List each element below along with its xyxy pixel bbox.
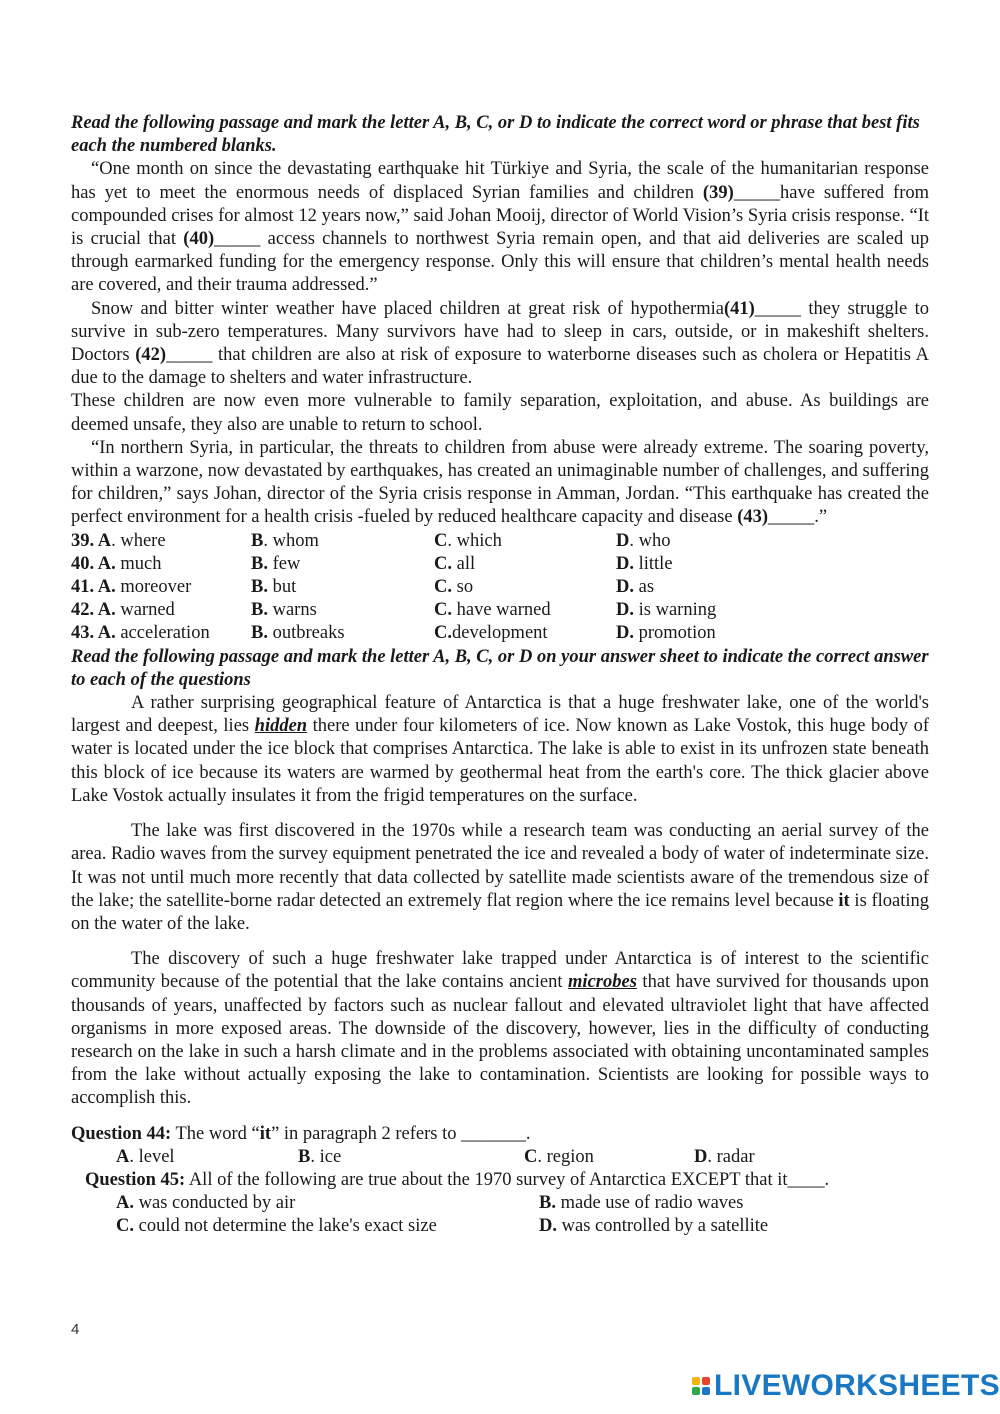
underlined-word-hidden: hidden: [254, 716, 308, 737]
blank-42: _____ that children are also at risk of exposure to waterborne diseases such as cholera or Hepatitis A due to the damage to shelters and water infrastructure.: [71, 345, 929, 389]
passage2-paragraph2: The lake was first discovered in the 1970s while a research team was conducting an aerial survey of the area. Radio waves from the survey equipment penetrated the ice and revealed a body of water of indeterminate size. It was not until much more recently that data collected by satellite made scientists aware of the tremendous size of the lake; the satellite-borne radar detected an extremely flat region where the ice remains level because it is floating on the water of the lake.: [71, 821, 929, 934]
worksheet-page: [71, 112, 929, 1239]
option-c[interactable]: C. all: [434, 553, 476, 574]
option-c[interactable]: C. which: [434, 530, 502, 551]
question-42-options: [71, 599, 929, 622]
blank-41-number: (41): [723, 298, 755, 319]
question-44-options: [71, 1146, 929, 1169]
blank-41: _____ they struggle to survive in sub-zero temperatures. Many survivors have had to sleep in cars, outside, or in makeshift shelters. Doctors: [71, 298, 930, 366]
blank-43-number: (43): [737, 507, 769, 528]
blank-39-number: (39): [702, 182, 734, 203]
question-43-options: [71, 622, 929, 645]
option-d[interactable]: D. radar: [694, 1146, 755, 1167]
passage2-paragraph3: The discovery of such a huge freshwater lake trapped under Antarctica is of interest to the scientific community because of the potential that the lake contains ancient microbes that have survived for thousands upon thousands of years, unaffected by factors such as nuclear fallout and elevated ultraviolet light that have affected organisms in more exposed areas. The downside of the discovery, however, lies in the difficulty of conducting research on the lake in such a harsh climate and in the problems associated with obtaining uncontaminated samples from the lake without actually exposing the lake to contamination. Scientists are looking for possible ways to accomplish this.: [71, 949, 930, 1109]
liveworksheets-logo[interactable]: [692, 1369, 1000, 1402]
option-b[interactable]: B. few: [251, 553, 301, 574]
passage2-paragraph1: A rather surprising geographical feature of Antarctica is that a huge freshwater lake, one of the world's largest and deepest, lies hidden there under four kilometers of ice. Now known as Lake Vostok, this huge body of water is located under the ice block that comprises Antarctica. The lake is able to exist in its unfrozen state beneath this block of ice because its waters are warmed by geothermal heat from the earth's core. The thick glacier above Lake Vostok actually insulates it from the frigid temperatures on the surface.: [71, 693, 929, 806]
question-41-options: [71, 576, 929, 599]
logo-square-red: [702, 1377, 710, 1385]
option-a[interactable]: 40. A. much: [71, 553, 162, 574]
section1-instruction: Read the following passage and mark the letter A, B, C, or D to indicate the correct word or phrase that best fits each the numbered blanks.: [71, 113, 920, 157]
logo-square-green: [692, 1387, 700, 1395]
option-d[interactable]: D. who: [616, 530, 671, 551]
question-45-stem: Question 45: All of the following are true about the 1970 survey of Antarctica EXCEPT that it____.: [85, 1169, 830, 1190]
page-number: 4: [71, 1321, 80, 1338]
logo-square-yellow: [692, 1377, 700, 1385]
logo-square-blue: [702, 1387, 710, 1395]
option-c[interactable]: C. have warned: [434, 600, 551, 621]
option-a[interactable]: 41. A. moreover: [71, 577, 192, 598]
option-a[interactable]: 42. A. warned: [71, 600, 175, 621]
bold-word-it: it: [838, 890, 850, 911]
underlined-word-microbes: microbes: [568, 972, 637, 993]
option-b[interactable]: B. outbreaks: [251, 623, 345, 644]
option-d[interactable]: D. is warning: [616, 600, 717, 621]
option-c[interactable]: C. so: [434, 577, 474, 598]
question-45-options-row1: [71, 1192, 929, 1215]
option-d[interactable]: D. little: [616, 553, 673, 574]
option-c[interactable]: C. region: [524, 1146, 594, 1167]
option-a[interactable]: 39. A. where: [71, 530, 166, 551]
option-c[interactable]: C. could not determine the lake's exact size: [116, 1216, 437, 1237]
question-39-options: [71, 530, 929, 553]
blank-42-number: (42): [135, 345, 167, 366]
option-b[interactable]: B. whom: [251, 530, 319, 551]
option-d[interactable]: D. was controlled by a satellite: [539, 1216, 769, 1237]
blank-39: _____have suffered from compounded crises for almost 12 years now,” said Johan Mooij, director of World Vision’s Syria crisis response. “It is crucial that: [71, 182, 930, 250]
option-d[interactable]: D. promotion: [616, 623, 716, 644]
logo-icon: [692, 1377, 710, 1395]
logo-text: LIVEWORKSHEETS: [714, 1369, 1000, 1402]
option-a[interactable]: A. was conducted by air: [116, 1193, 296, 1214]
question-45-options-row2: [71, 1215, 929, 1238]
option-b[interactable]: B. ice: [298, 1146, 342, 1167]
question-44-stem: Question 44: The word “it” in paragraph 2 refers to _______.: [71, 1123, 531, 1144]
option-b[interactable]: B. made use of radio waves: [539, 1193, 744, 1214]
section2-instruction: Read the following passage and mark the letter A, B, C, or D on your answer sheet to indicate the correct answer to each of the questions: [71, 646, 929, 690]
blank-40-number: (40): [183, 229, 215, 250]
option-c[interactable]: C.development: [434, 623, 548, 644]
question-40-options: [71, 553, 929, 576]
blank-40: _____ access channels to northwest Syria remain open, and that aid deliveries are scaled up through earmarked funding for the emergency response. Only this will ensure that children’s mental health needs are covered, and their trauma addressed.”: [71, 229, 930, 296]
passage1-paragraph1: “One month on since the devastating earthquake hit Türkiye and Syria, the scale of the humanitarian response has yet to meet the enormous needs of displaced Syrian families and children (39)_____have suffered from compounded crises for almost 12 years now,” said Johan Mooij, director of World Vision’s Syria crisis response. “It is crucial that (40)_____ access channels to northwest Syria remain open, and that aid deliveries are scaled up through earmarked funding for the emergency response. Only this will ensure that children’s mental health needs are covered, and their trauma addressed.”: [71, 159, 930, 296]
passage1-paragraph4: “In northern Syria, in particular, the threats to children from abuse were already extreme. The soaring poverty, within a warzone, now devastated by earthquakes, has created an unimaginable number of challenges, and suffering for children,” says Johan, director of the Syria crisis response in Amman, Jordan. “This earthquake has created the perfect environment for a health crisis -fueled by reduced healthcare capacity and disease (43)_____.”: [71, 437, 929, 528]
option-b[interactable]: B. warns: [251, 600, 317, 621]
option-b[interactable]: B. but: [251, 577, 297, 598]
passage1-paragraph2: Snow and bitter winter weather have placed children at great risk of hypothermia(41)_____ they struggle to survive in sub-zero temperatures. Many survivors have had to sleep in cars, outside, or in makeshift shelters. Doctors (42)_____ that children are also at risk of exposure to waterborne diseases such as cholera or Hepatitis A due to the damage to shelters and water infrastructure.: [71, 298, 930, 389]
passage1-paragraph3: These children are now even more vulnerable to family separation, exploitation, and abuse. As buildings are deemed unsafe, they also are unable to return to school.: [71, 391, 929, 435]
option-a[interactable]: A. level: [116, 1146, 175, 1167]
option-d[interactable]: D. as: [616, 577, 655, 598]
option-a[interactable]: 43. A. acceleration: [71, 623, 210, 644]
blank-43: _____.”: [768, 507, 828, 528]
